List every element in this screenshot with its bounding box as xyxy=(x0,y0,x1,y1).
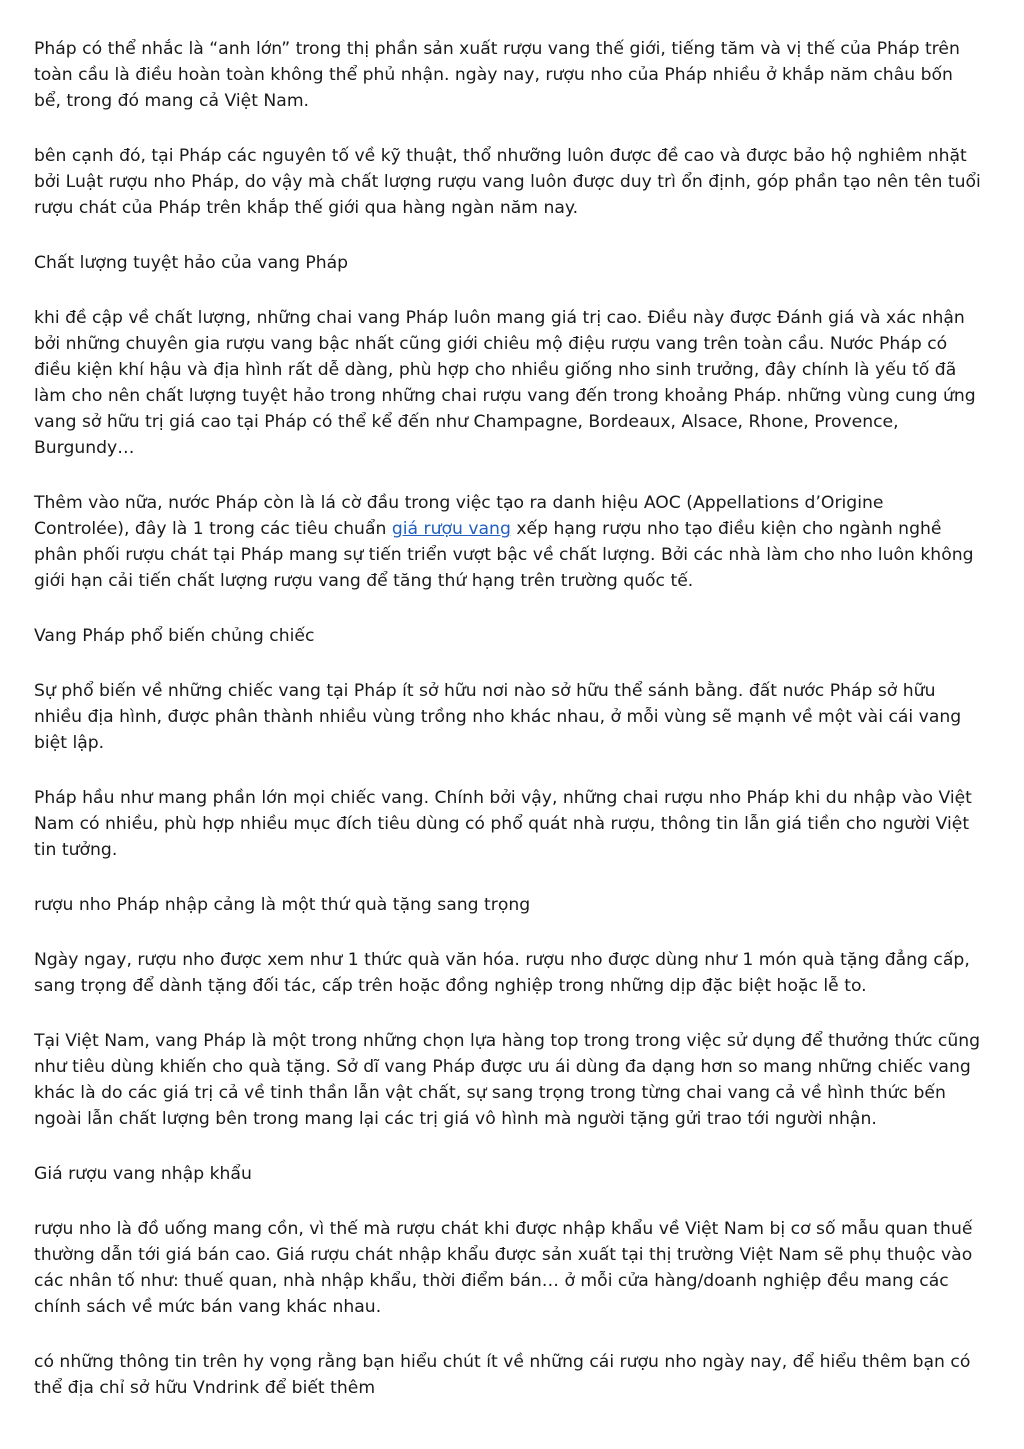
paragraph-price: rượu nho là đồ uống mang cồn, vì thế mà rượu chát khi được nhập khẩu về Việt Nam bị cơ số mẫu quan thuế thường dẫn tới giá bán cao. Giá rượu chát nhập khẩu được sản xuất tại thị trường Việt Nam sẽ phụ thuộc vào các nhân tố như: thuế quan, nhà nhập khẩu, thời điểm bán… ở mỗi cửa hàng/doanh nghiệp đều mang các chính sách về mức bán vang khác nhau. xyxy=(34,1219,973,1317)
paragraph-conclusion: có những thông tin trên hy vọng rằng bạn hiểu chút ít về những cái rượu nho ngày nay, để hiểu thêm bạn có thể địa chỉ sở hữu Vndrink để biết thêm xyxy=(34,1352,971,1398)
section-heading-price: Giá rượu vang nhập khẩu xyxy=(34,1164,252,1184)
paragraph-gift: Ngày ngay, rượu nho được xem như 1 thức quà văn hóa. rượu nho được dùng như 1 món quà tặng đẳng cấp, sang trọng để dành tặng đối tác, cấp trên hoặc đồng nghiệp trong những dịp đặc biệt hoặc lễ to. xyxy=(34,950,970,996)
section-heading-gift: rượu nho Pháp nhập cảng là một thứ quà tặng sang trọng xyxy=(34,895,531,915)
paragraph-aoc-text-before: Thêm vào nữa, nước Pháp còn là lá cờ đầu trong việc tạo ra danh hiệu AOC (Appellations d’Origine Controlée), đây là 1 trong các tiêu chuẩn xyxy=(34,493,884,539)
paragraph-aoc-text-after: xếp hạng rượu nho tạo điều kiện cho ngành nghề phân phối rượu chát tại Pháp mang sự tiến triển vượt bậc về chất lượng. Bởi các nhà làm cho nho luôn không giới hạn cải tiến chất lượng rượu vang để tăng thứ hạng trên trường quốc tế. xyxy=(34,519,974,591)
paragraph-import-variety: Pháp hầu như mang phần lớn mọi chiếc vang. Chính bởi vậy, những chai rượu nho Pháp khi du nhập vào Việt Nam có nhiều, phù hợp nhiều mục đích tiêu dùng có phổ quát nhà rượu, thông tin lẫn giá tiền cho người Việt tin tưởng. xyxy=(34,788,972,860)
paragraph-law: bên cạnh đó, tại Pháp các nguyên tố về kỹ thuật, thổ nhưỡng luôn được đề cao và được bảo hộ nghiêm nhặt bởi Luật rượu nho Pháp, do vậy mà chất lượng rượu vang luôn được duy trì ổn định, góp phần tạo nên tên tuổi rượu chát của Pháp trên khắp thế giới qua hàng ngàn năm nay. xyxy=(34,146,981,218)
paragraph-intro: Pháp có thể nhắc là “anh lớn” trong thị phần sản xuất rượu vang thế giới, tiếng tăm và vị thế của Pháp trên toàn cầu là điều hoàn toàn không thể phủ nhận. ngày nay, rượu nho của Pháp nhiều ở khắp năm châu bốn bể, trong đó mang cả Việt Nam. xyxy=(34,39,960,111)
document-body xyxy=(34,36,984,1430)
paragraph-quality: khi đề cập về chất lượng, những chai vang Pháp luôn mang giá trị cao. Điều này được Đánh giá và xác nhận bởi những chuyên gia rượu vang bậc nhất cũng giới chiêu mộ điệu rượu vang trên toàn cầu. Nước Pháp có điều kiện khí hậu và địa hình rất dễ dàng, phù hợp cho nhiều giống nho sinh trưởng, đây chính là yếu tố đã làm cho nên chất lượng tuyệt hảo trong những chai rượu vang đến trong khoảng Pháp. những vùng cung ứng vang sở hữu trị giá cao tại Pháp có thể kể đến như Champagne, Bordeaux, Alsace, Rhone, Provence, Burgundy… xyxy=(34,308,976,458)
section-heading-quality: Chất lượng tuyệt hảo của vang Pháp xyxy=(34,253,349,273)
section-heading-variety: Vang Pháp phổ biến chủng chiếc xyxy=(34,626,315,646)
paragraph-variety: Sự phổ biến về những chiếc vang tại Pháp ít sở hữu nơi nào sở hữu thể sánh bằng. đất nước Pháp sở hữu nhiều địa hình, được phân thành nhiều vùng trồng nho khác nhau, ở mỗi vùng sẽ mạnh về một vài cái vang biệt lập. xyxy=(34,681,962,753)
wine-price-link[interactable]: giá rượu vang xyxy=(391,519,511,539)
paragraph-aoc xyxy=(34,490,984,594)
paragraph-gift-vietnam: Tại Việt Nam, vang Pháp là một trong những chọn lựa hàng top trong trong việc sử dụng để thưởng thức cũng như tiêu dùng khiến cho quà tặng. Sở dĩ vang Pháp được ưu ái dùng đa dạng hơn so mang những chiếc vang khác là do các giá trị cả về tinh thần lẫn vật chất, sự sang trọng trong từng chai vang cả về hình thức bến ngoài lẫn chất lượng bên trong mang lại các trị giá vô hình mà người tặng gửi trao tới người nhận. xyxy=(34,1031,981,1129)
